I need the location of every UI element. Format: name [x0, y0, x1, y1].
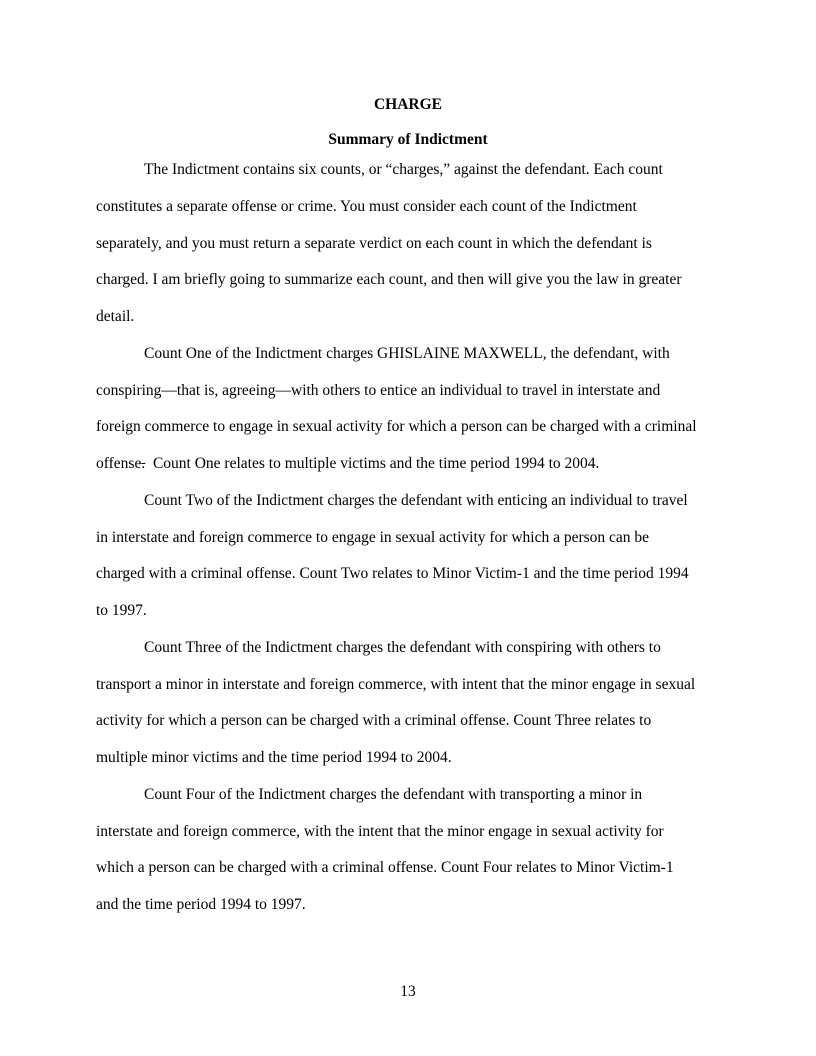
text-line: foreign commerce to engage in sexual activity for which a person can be charged with a criminal	[96, 418, 697, 436]
struck-punctuation: .	[141, 455, 146, 472]
text-line: constitutes a separate offense or crime. You must consider each count of the Indictment	[96, 197, 637, 215]
text-line: to 1997.	[96, 602, 147, 619]
text-segment: offense	[96, 455, 142, 472]
text-line: conspiring—that is, agreeing—with others to entice an individual to travel in interstate and	[96, 381, 661, 399]
text-line: which a person can be charged with a criminal offense. Count Four relates to Minor Victim-1	[96, 859, 674, 877]
text-line: Count Four of the Indictment charges the defendant with transporting a minor in	[144, 785, 643, 803]
paragraph-count-three	[96, 630, 720, 777]
section-subheading: Summary of Indictment	[328, 131, 488, 148]
text-line: transport a minor in interstate and foreign commerce, with intent that the minor engage in sexual	[96, 675, 696, 693]
text-line: charged with a criminal offense. Count Two relates to Minor Victim-1 and the time period 1994	[96, 565, 689, 583]
text-line: separately, and you must return a separate verdict on each count in which the defendant is	[96, 234, 652, 252]
paragraph-count-four	[96, 777, 720, 924]
text-line: and the time period 1994 to 1997.	[96, 896, 306, 913]
paragraph-intro	[96, 152, 720, 336]
text-line	[96, 446, 720, 483]
page-number: 13	[400, 983, 416, 1000]
section-heading: CHARGE	[373, 96, 443, 113]
paragraph-count-two	[96, 483, 720, 630]
text-segment: Count One relates to multiple victims and the time period 1994 to 2004.	[145, 455, 600, 472]
text-line: Count One of the Indictment charges GHISLAINE MAXWELL, the defendant, with	[144, 344, 670, 362]
text-line: Count Two of the Indictment charges the defendant with enticing an individual to travel	[144, 491, 688, 509]
text-line: interstate and foreign commerce, with the intent that the minor engage in sexual activity for	[96, 822, 664, 840]
text-line: detail.	[96, 308, 135, 325]
indictment-summary-body	[96, 152, 720, 924]
paragraph-count-one	[96, 336, 720, 483]
text-line: in interstate and foreign commerce to engage in sexual activity for which a person can be	[96, 528, 650, 546]
text-line: multiple minor victims and the time period 1994 to 2004.	[96, 749, 452, 766]
text-line: activity for which a person can be charged with a criminal offense. Count Three relates to	[96, 712, 652, 730]
text-line: Count Three of the Indictment charges the defendant with conspiring with others to	[144, 638, 661, 656]
document-page	[96, 95, 720, 924]
text-line: charged. I am briefly going to summarize each count, and then will give you the law in greater	[96, 271, 682, 289]
text-line: The Indictment contains six counts, or “charges,” against the defendant. Each count	[144, 161, 663, 178]
